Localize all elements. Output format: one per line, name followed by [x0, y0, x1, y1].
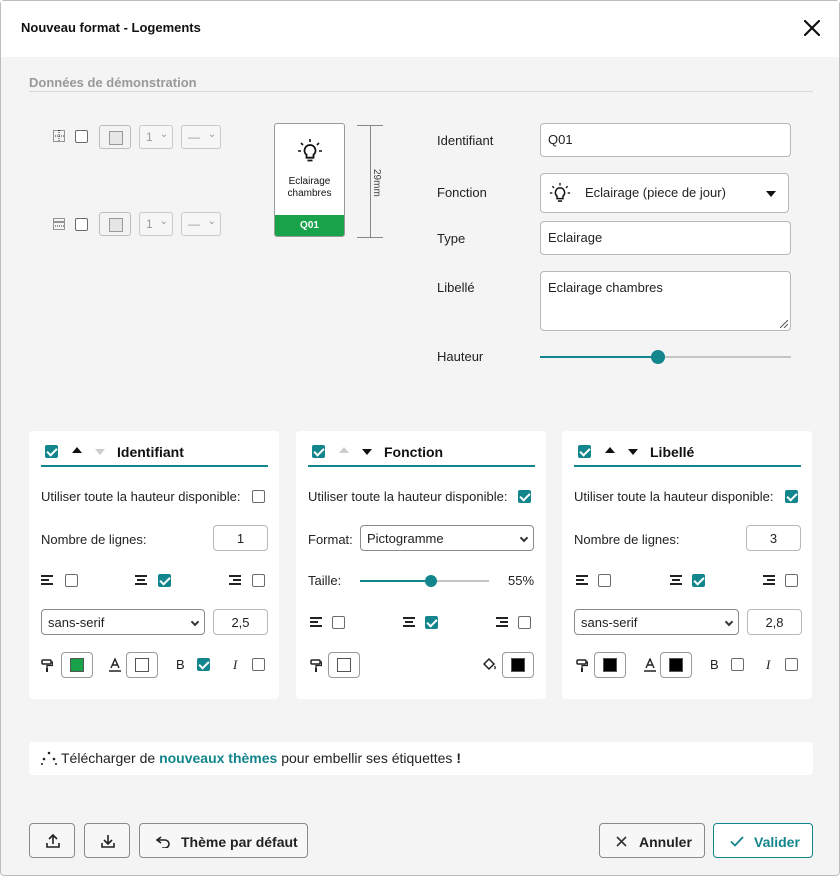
row1-lines-select[interactable] — [139, 125, 173, 149]
hauteur-slider-knob[interactable] — [651, 350, 665, 364]
cancel-button[interactable] — [599, 823, 705, 858]
row1-checkbox[interactable] — [75, 130, 88, 143]
panel-fonction — [296, 431, 546, 699]
hauteur-label: Hauteur — [437, 349, 484, 364]
full-height-label: Utiliser toute la hauteur disponible: — [308, 489, 508, 504]
validate-button[interactable] — [713, 823, 813, 858]
text-color-button[interactable] — [126, 652, 158, 678]
preview-text — [275, 176, 344, 200]
bold-checkbox[interactable] — [731, 658, 744, 671]
chevron-down-icon — [725, 618, 733, 626]
chevron-down-icon — [191, 618, 199, 626]
row2-style-select[interactable] — [181, 212, 221, 236]
full-height-checkbox[interactable] — [785, 490, 798, 503]
italic-checkbox[interactable] — [785, 658, 798, 671]
row2-lines-value: 1 — [146, 217, 153, 231]
full-height-checkbox[interactable] — [252, 490, 265, 503]
hint-exclamation: ! — [456, 750, 461, 766]
lightbulb-icon — [297, 138, 323, 164]
bold-checkbox[interactable] — [197, 658, 210, 671]
bg-color-swatch — [337, 658, 351, 672]
font-select[interactable] — [574, 609, 739, 635]
lightbulb-icon — [549, 182, 571, 204]
panel-enable-checkbox[interactable] — [45, 445, 58, 458]
italic-icon: I — [233, 657, 238, 672]
paint-roller-icon — [576, 659, 588, 672]
taille-slider-fill — [360, 580, 431, 582]
align-left-icon — [41, 575, 53, 585]
fonction-select[interactable] — [540, 173, 789, 213]
taille-slider[interactable] — [360, 580, 489, 582]
format-select[interactable] — [360, 525, 534, 551]
lines-label: Nombre de lignes: — [41, 532, 147, 547]
text-color-swatch — [135, 658, 149, 672]
align-left-checkbox[interactable] — [65, 574, 78, 587]
panel-header — [574, 441, 801, 467]
dimension-tick-bottom — [357, 237, 383, 238]
dimension-label: 29mm — [371, 169, 382, 197]
fonction-label: Fonction — [437, 185, 487, 200]
text-color-swatch — [669, 658, 683, 672]
paint-roller-icon — [310, 659, 322, 672]
align-right-checkbox[interactable] — [785, 574, 798, 587]
align-center-icon — [403, 617, 415, 627]
resize-handle-icon[interactable] — [780, 320, 788, 328]
libelle-value: Eclairage chambres — [548, 280, 663, 295]
check-icon — [730, 836, 744, 847]
taille-slider-knob[interactable] — [425, 575, 437, 587]
border-rows-icon — [53, 218, 65, 230]
default-theme-button[interactable] — [139, 823, 308, 858]
panel-title: Libellé — [650, 444, 695, 460]
lines-label: Nombre de lignes: — [574, 532, 680, 547]
close-icon — [616, 836, 627, 847]
bg-color-button[interactable] — [594, 652, 626, 678]
preview-footer: Q01 — [275, 215, 344, 236]
row2-lines-select[interactable] — [139, 212, 173, 236]
type-label: Type — [437, 231, 466, 246]
italic-icon: I — [766, 657, 771, 672]
dialog-title: Nouveau format - Logements — [21, 20, 201, 35]
themes-hint — [29, 742, 813, 775]
undo-icon — [156, 835, 170, 848]
bg-color-swatch — [70, 658, 84, 672]
move-up-icon[interactable] — [339, 447, 349, 453]
chevron-down-icon: ⌄ — [207, 216, 216, 227]
align-left-icon — [576, 575, 588, 585]
row2-checkbox[interactable] — [75, 218, 88, 231]
preview-text-line1: Eclairage — [288, 176, 331, 187]
align-right-checkbox[interactable] — [252, 574, 265, 587]
italic-checkbox[interactable] — [252, 658, 265, 671]
align-center-icon — [670, 575, 682, 585]
hauteur-slider-fill — [540, 356, 658, 358]
icon-color-button[interactable] — [502, 652, 534, 678]
bold-icon: B — [176, 657, 185, 672]
row1-style-value: — — [188, 130, 200, 144]
bg-color-button[interactable] — [61, 652, 93, 678]
panel-identifiant — [29, 431, 279, 699]
bg-color-button[interactable] — [328, 652, 360, 678]
align-center-checkbox[interactable] — [425, 616, 438, 629]
full-height-checkbox[interactable] — [518, 490, 531, 503]
row1-style-select[interactable] — [181, 125, 221, 149]
export-button[interactable] — [29, 823, 75, 858]
panel-header — [308, 441, 535, 467]
libelle-textarea[interactable] — [540, 271, 791, 331]
format-value: Pictogramme — [367, 531, 444, 546]
font-size-input[interactable]: 2,5 — [213, 609, 268, 635]
dialog-titlebar — [1, 1, 839, 57]
themes-link[interactable]: nouveaux thèmes — [159, 750, 278, 766]
text-color-icon — [644, 658, 656, 672]
cancel-label: Annuler — [639, 834, 692, 850]
taille-label: Taille: — [308, 573, 342, 588]
align-left-checkbox[interactable] — [598, 574, 611, 587]
align-center-icon — [135, 575, 147, 585]
full-height-label: Utiliser toute la hauteur disponible: — [41, 489, 241, 504]
row1-fill-button[interactable] — [99, 125, 131, 149]
align-right-icon — [496, 617, 508, 627]
chevron-down-icon — [520, 534, 528, 542]
sparkle-icon — [41, 751, 57, 765]
lines-input[interactable]: 3 — [746, 525, 801, 551]
import-button[interactable] — [84, 823, 130, 858]
chevron-down-icon: ⌄ — [159, 129, 168, 140]
move-down-icon[interactable] — [362, 449, 372, 455]
font-select[interactable] — [41, 609, 205, 635]
align-right-checkbox[interactable] — [518, 616, 531, 629]
libelle-label: Libellé — [437, 280, 475, 295]
move-down-icon[interactable] — [628, 449, 638, 455]
align-left-checkbox[interactable] — [332, 616, 345, 629]
identifiant-label: Identifiant — [437, 133, 494, 148]
validate-label: Valider — [754, 834, 800, 850]
align-right-icon — [763, 575, 775, 585]
panel-enable-checkbox[interactable] — [578, 445, 591, 458]
chevron-down-icon: ⌄ — [159, 216, 168, 227]
panel-title: Identifiant — [117, 444, 184, 460]
align-left-icon — [310, 617, 322, 627]
download-icon — [100, 833, 116, 849]
font-value: sans-serif — [48, 615, 105, 630]
chevron-down-icon: ⌄ — [207, 129, 216, 140]
text-color-button[interactable] — [660, 652, 692, 678]
section-divider — [29, 91, 813, 92]
paint-roller-icon — [41, 659, 53, 672]
lines-input[interactable]: 1 — [213, 525, 268, 551]
panel-header — [41, 441, 268, 467]
font-value: sans-serif — [581, 615, 638, 630]
row2-fill-button[interactable] — [99, 212, 131, 236]
paint-bucket-icon — [482, 657, 497, 671]
text-color-icon — [109, 658, 121, 672]
format-label: Format: — [308, 532, 353, 547]
align-center-checkbox[interactable] — [692, 574, 705, 587]
move-down-icon[interactable] — [95, 449, 105, 455]
full-height-label: Utiliser toute la hauteur disponible: — [574, 489, 774, 504]
bold-icon: B — [710, 657, 719, 672]
default-theme-label: Thème par défaut — [181, 834, 298, 850]
fonction-value: Eclairage (piece de jour) — [585, 185, 726, 200]
hauteur-slider[interactable] — [540, 356, 791, 358]
align-center-checkbox[interactable] — [158, 574, 171, 587]
font-size-input[interactable]: 2,8 — [747, 609, 802, 635]
move-up-icon[interactable] — [72, 447, 82, 453]
border-grid-icon — [53, 130, 65, 142]
close-icon[interactable] — [801, 17, 823, 39]
row2-style-value: — — [188, 217, 200, 231]
upload-icon — [45, 833, 61, 849]
panel-libelle — [562, 431, 812, 699]
section-label: Données de démonstration — [29, 75, 197, 90]
panel-title: Fonction — [384, 444, 444, 460]
panel-enable-checkbox[interactable] — [312, 445, 325, 458]
taille-value: 55% — [508, 573, 535, 588]
row1-lines-value: 1 — [146, 130, 153, 144]
icon-color-swatch — [511, 658, 525, 672]
move-up-icon[interactable] — [605, 447, 615, 453]
bg-color-swatch — [603, 658, 617, 672]
caret-down-icon — [766, 191, 776, 197]
label-preview — [274, 123, 345, 237]
identifiant-input[interactable]: Q01 — [540, 123, 791, 157]
type-input[interactable]: Eclairage — [540, 221, 791, 255]
hint-suffix: pour embellir ses étiquettes — [277, 750, 457, 766]
align-right-icon — [229, 575, 241, 585]
preview-text-line2: chambres — [287, 188, 332, 199]
hint-prefix: Télécharger de — [61, 750, 160, 766]
